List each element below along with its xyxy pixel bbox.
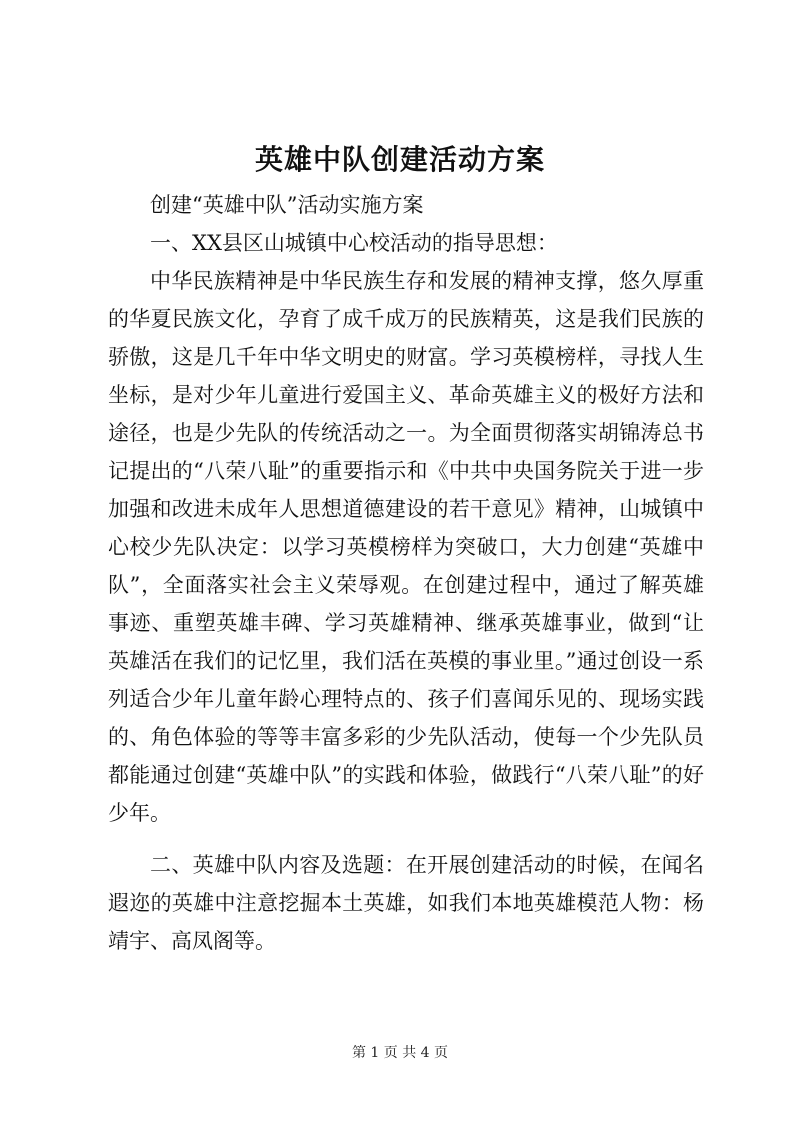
paragraph-section-one-heading: 一、XX县区山城镇中心校活动的指导思想：	[150, 231, 558, 255]
paragraph-section-two: 二、英雄中队内容及选题：在开展创建活动的时候，在闻名遐迩的英雄中注意挖掘本土英雄，如我们本地英雄模范人物：杨靖宇、高凤阁等。	[108, 853, 704, 953]
document-body	[108, 186, 704, 960]
paragraph-subtitle: 创建“英雄中队”活动实施方案	[150, 193, 424, 217]
document-title: 英雄中队创建活动方案	[254, 143, 545, 176]
page-number-footer: 第 1 页 共 4 页	[351, 1045, 449, 1061]
paragraph-guiding-ideology: 中华民族精神是中华民族生存和发展的精神支撑，悠久厚重的华夏民族文化，孕育了成千成万的民族精英，这是我们民族的骄傲，这是几千年中华文明史的财富。学习英模榜样，寻找人生坐标，是对少年儿童进行爱国主义、革命英雄主义的极好方法和途径，也是少先队的传统活动之一。为全面贯彻落实胡锦涛总书记提出的“八荣八耻”的重要指示和《中共中央国务院关于进一步加强和改进未成年人思想道德建设的若干意见》精神，山城镇中心校少先队决定：以学习英模榜样为突破口，大力创建“英雄中队”，全面落实社会主义荣辱观。在创建过程中，通过了解英雄事迹、重塑英雄丰碑、学习英雄精神、继承英雄事业，做到“让英雄活在我们的记忆里，我们活在英模的事业里。”通过创设一系列适合少年儿童年龄心理特点的、孩子们喜闻乐见的、现场实践的、角色体验的等等丰富多彩的少先队活动，使每一个少先队员都能通过创建“英雄中队”的实践和体验，做践行“八荣八耻”的好少年。	[108, 269, 704, 825]
